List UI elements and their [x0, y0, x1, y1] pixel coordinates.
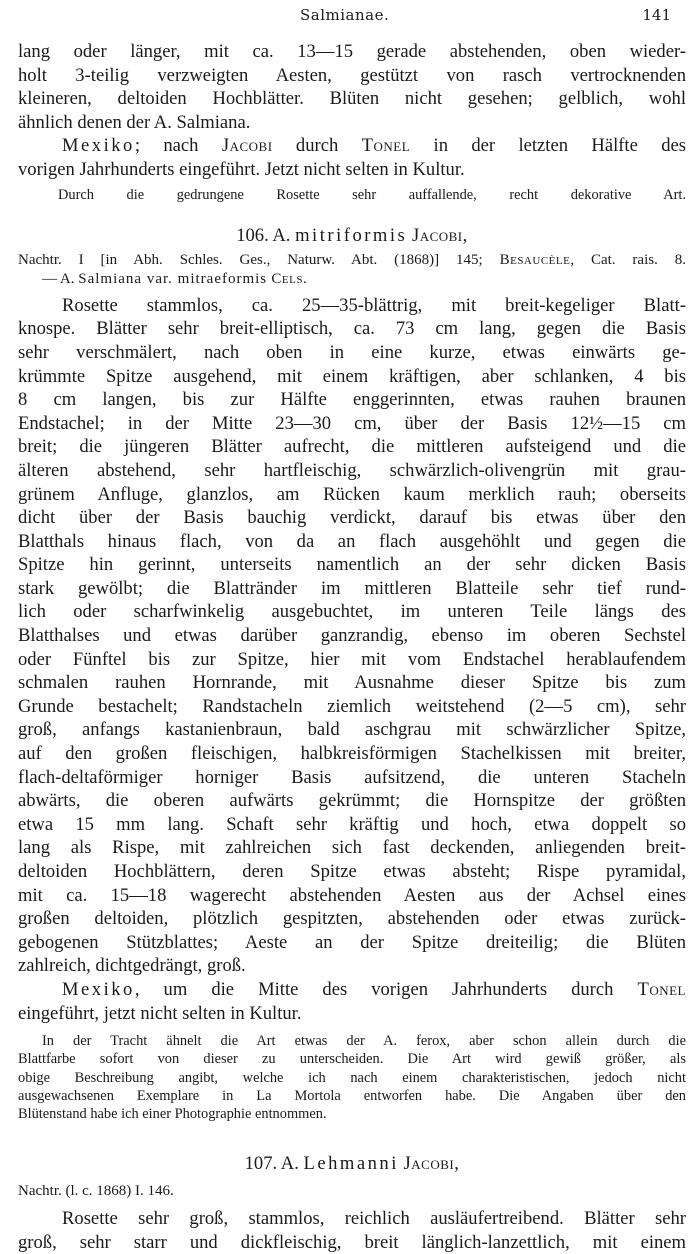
- text-fragment: Nachtr. I [in Abh. Schles. Ges., Naturw. Abt. (1868)] 145;: [18, 251, 500, 268]
- text-line: Blattfarbe sofort von dieser zu unterscheiden. Die Art wird gewiß größer, als: [18, 1051, 686, 1068]
- text-fragment: , um die Mitte des vorigen Jahrhunderts durch: [134, 978, 638, 1000]
- text-line: [18, 134, 686, 158]
- text-line: auf den großen fleischigen, halbkreisförmigen Stachelkissen mit breiter,: [18, 743, 686, 765]
- species-number: 106. A.: [236, 224, 296, 246]
- species-author: Jacobi,: [411, 224, 468, 246]
- text-line: gebogenen Stützblattes; Aeste an der Spitze dreiteilig; die Blüten: [18, 931, 686, 953]
- text-line: lang oder länger, mit ca. 13—15 gerade abstehenden, oben wieder-: [18, 41, 686, 62]
- text-line: ausgewachsenen Exemplare in La Mortola entworfen habe. Die Angaben über den: [18, 1087, 686, 1104]
- text-line: In der Tracht ähnelt die Art etwas der A. ferox, aber schon allein durch die: [42, 1033, 686, 1050]
- page-body: [18, 40, 686, 1254]
- text-line: [18, 251, 686, 270]
- text-line: breit; die jüngeren Blätter aufrecht, die mittleren aufsteigend und die: [18, 436, 686, 458]
- text-line: Blütenstand habe ich einer Photographie entnommen.: [18, 1105, 327, 1122]
- text-line: 8 cm langen, bis zur Hälfte enggerinnten, etwas rauhen braunen: [18, 389, 686, 411]
- text-line: [18, 978, 686, 1002]
- text-line: ähnlich denen der A. Salmiana.: [18, 111, 251, 133]
- text-line: sehr verschmälert, nach oben in eine kurze, etwas einwärts ge-: [18, 341, 686, 363]
- distribution-paragraph: [18, 134, 686, 181]
- text-line: deltoiden Hochblättern, deren Spitze etwas absteht; Rispe pyramidal,: [18, 861, 686, 883]
- running-header: [0, 6, 699, 28]
- text-line: abwärts, die oberen aufwärts gekrümmt; die Hornspitze der größten: [18, 790, 686, 812]
- continuation-paragraph: [18, 40, 686, 134]
- text-line: Endstachel; in der Mitte 23—30 cm, über der Basis 12½—15 cm: [18, 412, 686, 434]
- text-line: kleineren, deltoiden Hochblätter. Blüten nicht gesehen; gelblich, wohl: [18, 88, 686, 110]
- text-line: dicht über der Basis bauchig verdickt, darauf bis etwas über den: [18, 507, 686, 529]
- author-name: Jacobi: [221, 135, 273, 157]
- synonym-name: Salmiana var. mitraeformis: [78, 270, 268, 287]
- text-line: krümmte Spitze ausgehend, mit einem kräftigen, aber schlanken, 4 bis: [18, 365, 686, 387]
- text-fragment: ; nach: [134, 135, 222, 157]
- citation-106: [18, 251, 686, 289]
- species-name: Lehmanni: [303, 1153, 399, 1175]
- text-line: vorigen Jahrhunderts eingeführt. Jetzt nicht selten in Kultur.: [18, 158, 465, 180]
- text-line: flach-deltaförmiger horniger Basis aufsitzend, die unteren Stacheln: [18, 766, 686, 788]
- text-line: mit ca. 15—18 wagerecht abstehenden Aesten aus der Achsel eines: [18, 884, 686, 906]
- remark-note: Durch die gedrungene Rosette sehr auffallende, recht dekorative Art.: [58, 186, 686, 203]
- species-heading-106: [18, 225, 686, 247]
- species-author: Jacobi,: [403, 1153, 460, 1175]
- text-fragment: in der letzten Hälfte des: [410, 135, 687, 157]
- author-name: Tonel: [637, 978, 686, 1000]
- text-line: Rosette stammlos, ca. 25—35-blättrig, mit breit-kegeliger Blatt-: [62, 294, 686, 316]
- text-line: Rosette sehr groß, stammlos, reichlich ausläufertreibend. Blätter sehr: [62, 1208, 686, 1230]
- text-fragment: durch: [272, 135, 362, 157]
- text-line: knospe. Blätter sehr breit-elliptisch, ca. 73 cm lang, gegen die Basis: [18, 318, 686, 340]
- author-name: Besaucèle: [499, 251, 571, 268]
- author-name: Cels.: [267, 270, 308, 287]
- text-line: älteren abstehend, sehr hartfleischig, schwärzlich-olivengrün mit grau-: [18, 459, 686, 481]
- text-line: lang als Rispe, mit zahlreichen sich fast deckenden, anliegenden breit-: [18, 837, 686, 859]
- citation-107: Nachtr. (l. c. 1868) I. 146.: [18, 1183, 174, 1200]
- text-line: schmalen rauhen Hornrande, mit Ausnahme dieser Spitze bis zum: [18, 672, 686, 694]
- species-heading-107: [18, 1153, 686, 1175]
- text-line: stark gewölbt; die Blattränder im mittleren Blatteile sehr tief rund-: [18, 577, 686, 599]
- text-line: groß, sehr starr und dickfleischig, breit länglich-lanzettlich, mit einem: [18, 1231, 686, 1253]
- text-fragment: — A.: [42, 270, 79, 287]
- region-name: Mexiko: [62, 135, 135, 157]
- species-number: 107. A.: [244, 1153, 304, 1175]
- text-line: Blatthalses und etwas darüber ganzrandig, ebenso im oberen Sechstel: [18, 625, 686, 647]
- text-line: etwa 15 mm lang. Schaft sehr kräftig und hoch, etwa doppelt so: [18, 813, 686, 835]
- text-line: lich oder scharfwinkelig ausgebuchtet, im unteren Teile längs des: [18, 601, 686, 623]
- text-line: Spitze hin gerinnt, unterseits namentlich an der sehr dicken Basis: [18, 554, 686, 576]
- text-line: Grunde bestachelt; Randstacheln ziemlich weitstehend (2—5 cm), sehr: [18, 695, 686, 717]
- text-line: großen deltoiden, plötzlich gespitzten, abstehenden oder etwas zurück-: [18, 908, 686, 930]
- text-line: oder Fünftel bis zur Spitze, hier mit vom Endstachel herablaufendem: [18, 648, 686, 670]
- text-line: obige Beschreibung angibt, welche ich nach einem charakteristischen, jedoch nicht: [18, 1069, 686, 1086]
- text-line: holt 3-teilig verzweigten Aesten, gestützt von rasch vertrocknenden: [18, 64, 686, 86]
- remark-106: [18, 1032, 686, 1123]
- region-name: Mexiko: [62, 978, 135, 1000]
- text-line: zahlreich, dichtgedrängt, groß.: [18, 955, 246, 977]
- text-line: grünem Anfluge, glanzlos, am Rücken kaum merklich rauh; oberseits: [18, 483, 686, 505]
- description-107: [18, 1207, 686, 1254]
- species-name: mitriformis: [295, 224, 408, 246]
- description-106: [18, 294, 686, 1025]
- author-name: Tonel: [361, 135, 411, 157]
- text-fragment: , Cat. rais. 8.: [570, 251, 686, 268]
- text-line: eingeführt, jetzt nicht selten in Kultur.: [18, 1002, 302, 1024]
- running-title: Salmianae.: [300, 6, 390, 24]
- text-line: [18, 270, 686, 289]
- text-line: Blatthals hinaus flach, von da an flach ausgehöhlt und gegen die: [18, 530, 686, 552]
- text-line: groß, anfangs kastanienbraun, bald aschgrau mit schwärzlicher Spitze,: [18, 719, 686, 741]
- page-number: 141: [642, 6, 671, 24]
